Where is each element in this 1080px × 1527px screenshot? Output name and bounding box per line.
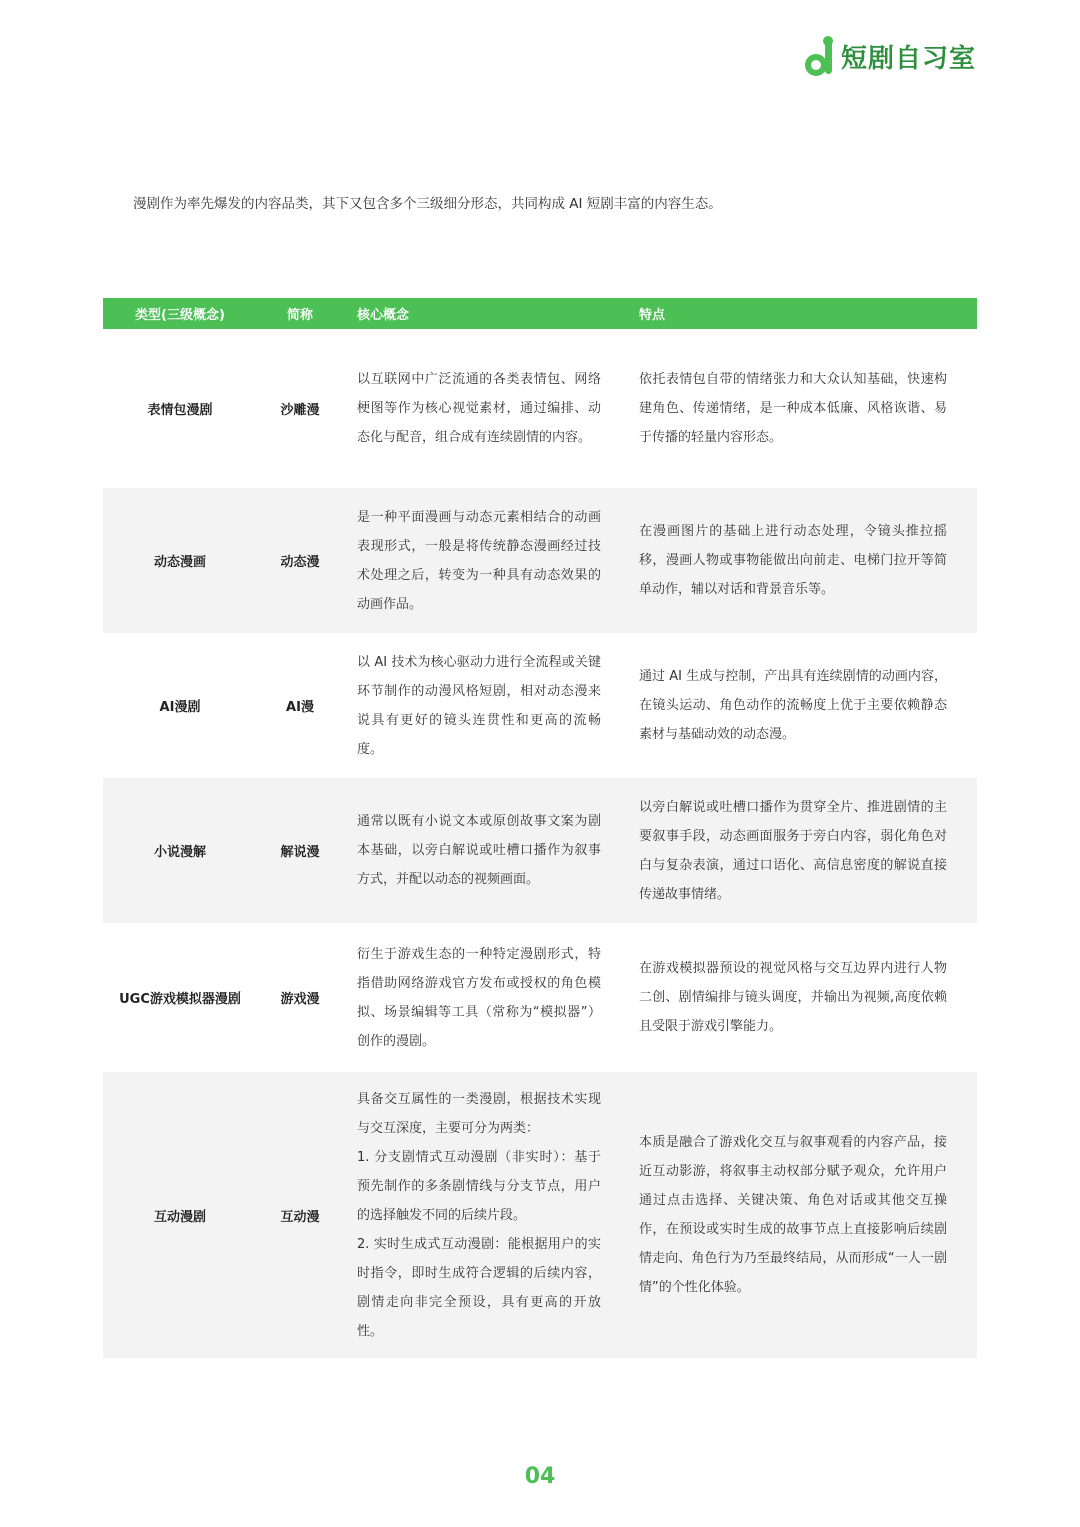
intro-text: 漫剧作为率先爆发的内容品类，其下又包含多个三级细分形态，共同构成 AI 短剧丰富的内容生态。: [133, 196, 722, 212]
brand-logo: [803, 36, 976, 76]
table-row: [103, 1072, 977, 1358]
row-core: 是一种平面漫画与动态元素相结合的动画表现形式，一般是将传统静态漫画经过技术处理之后，转变为一种具有动态效果的动画作品。: [343, 488, 625, 633]
row-core: 衍生于游戏生态的一种特定漫剧形式，特指借助网络游戏官方发布或授权的角色模拟、场景编辑等工具（常称为“模拟器”）创作的漫剧。: [343, 923, 625, 1072]
brand-name: 短剧自习室: [840, 43, 976, 74]
page-number: 04: [524, 1464, 556, 1489]
row-core: 以 AI 技术为核心驱动力进行全流程或关键环节制作的动漫风格短剧，相对动态漫来说具有更好的镜头连贯性和更高的流畅度。: [343, 633, 625, 778]
core-line: 1. 分支剧情式互动漫剧（非实时）：基于预先制作的多条剧情线与分支节点，用户的选择触发不同的后续片段。: [357, 1149, 601, 1223]
row-feature: 依托表情包自带的情绪张力和大众认知基础，快速构建角色、传递情绪，是一种成本低廉、风格诙谐、易于传播的轻量内容形态。: [625, 329, 977, 488]
table-row: [103, 923, 977, 1072]
row-short: 互动漫: [257, 1072, 343, 1358]
core-line: 2. 实时生成式互动漫剧：能根据用户的实时指令，即时生成符合逻辑的后续内容，剧情走向非完全预设，具有更高的开放性。: [357, 1236, 601, 1339]
header-short: 简称: [257, 298, 343, 329]
row-type: 动态漫画: [103, 488, 257, 633]
concept-table: [103, 298, 977, 1358]
header-core: 核心概念: [343, 298, 625, 329]
row-short: 解说漫: [257, 778, 343, 923]
row-short: 游戏漫: [257, 923, 343, 1072]
row-short: 沙雕漫: [257, 329, 343, 488]
row-type: 互动漫剧: [103, 1072, 257, 1358]
row-feature: 在游戏模拟器预设的视觉风格与交互边界内进行人物二创、剧情编排与镜头调度，并输出为视频,高度依赖且受限于游戏引擎能力。: [625, 923, 977, 1072]
row-short: 动态漫: [257, 488, 343, 633]
row-short: AI漫: [257, 633, 343, 778]
row-type: AI漫剧: [103, 633, 257, 778]
header-feature: 特点: [625, 298, 977, 329]
header-type: 类型(三级概念): [103, 298, 257, 329]
table-row: [103, 488, 977, 633]
row-core: 以互联网中广泛流通的各类表情包、网络梗图等作为核心视觉素材，通过编排、动态化与配音，组合成有连续剧情的内容。: [343, 329, 625, 488]
row-feature: 通过 AI 生成与控制，产出具有连续剧情的动画内容，在镜头运动、角色动作的流畅度上优于主要依赖静态素材与基础动效的动态漫。: [625, 633, 977, 778]
row-feature: 本质是融合了游戏化交互与叙事观看的内容产品，接近互动影游，将叙事主动权部分赋予观众，允许用户通过点击选择、关键决策、角色对话或其他交互操作，在预设或实时生成的故事节点上直接影响后续剧情走向、角色行为乃至最终结局，从而形成“一人一剧情”的个性化体验。: [625, 1072, 977, 1358]
table-header-row: [103, 298, 977, 329]
row-type: 表情包漫剧: [103, 329, 257, 488]
table-row: [103, 633, 977, 778]
row-type: UGC游戏模拟器漫剧: [103, 923, 257, 1072]
row-feature: 在漫画图片的基础上进行动态处理，令镜头推拉摇移，漫画人物或事物能做出向前走、电梯门拉开等简单动作，辅以对话和背景音乐等。: [625, 488, 977, 633]
row-core: 通常以既有小说文本或原创故事文案为剧本基础，以旁白解说或吐槽口播作为叙事方式，并配以动态的视频画面。: [343, 778, 625, 923]
row-core: [343, 1072, 625, 1358]
row-feature: 以旁白解说或吐槽口播作为贯穿全片、推进剧情的主要叙事手段，动态画面服务于旁白内容，弱化角色对白与复杂表演，通过口语化、高信息密度的解说直接传递故事情绪。: [625, 778, 977, 923]
table-row: [103, 778, 977, 923]
logo-icon: [803, 36, 835, 76]
table-row: [103, 329, 977, 488]
core-line: 具备交互属性的一类漫剧，根据技术实现与交互深度，主要可分为两类：: [357, 1091, 601, 1136]
row-type: 小说漫解: [103, 778, 257, 923]
